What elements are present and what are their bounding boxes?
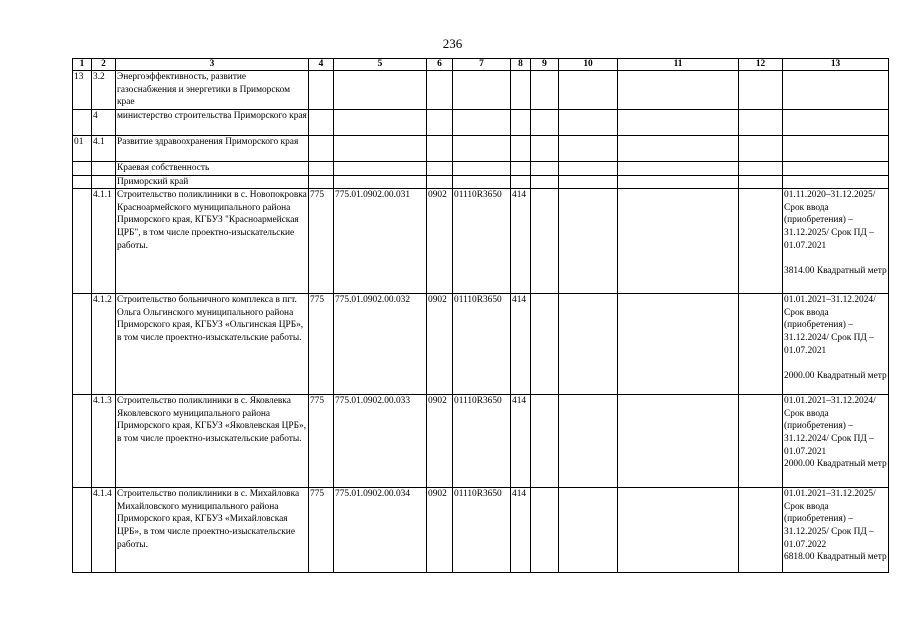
cell-empty (531, 162, 559, 176)
cell-grbs: 775 (309, 189, 334, 294)
cell-grbs (309, 71, 334, 110)
cell-empty (618, 189, 739, 294)
table-row (73, 395, 889, 488)
cell-object-code (334, 175, 427, 189)
cell-section (427, 175, 453, 189)
cell-period (783, 136, 889, 162)
cell-name: Строительство больничного комплекса в пгт. Ольга Ольгинского муниципального района Приморского края, КГБУЗ «Ольгинская ЦРБ», в том числе проектно-изыскательские работы. (116, 294, 309, 395)
cell-name: Строительство поликлиники в с. Михайловка Михайловского муниципального района Приморского края, КГБУЗ «Михайловская ЦРБ», в том числе проектно-изыскательские работы. (116, 488, 309, 573)
cell-expense-type (511, 162, 531, 176)
cell-empty (531, 488, 559, 573)
cell-name: министерство строительства Приморского края (116, 110, 309, 136)
table-row (73, 488, 889, 573)
cell-empty (739, 395, 783, 488)
cell-name: Развитие здравоохранения Приморского края (116, 136, 309, 162)
cell-empty (618, 488, 739, 573)
cell-object-code (334, 136, 427, 162)
cell-empty (618, 136, 739, 162)
cell-object-code (334, 162, 427, 176)
cell-period (783, 175, 889, 189)
cell-section (427, 110, 453, 136)
cell-empty (559, 110, 618, 136)
cell-target-article: 01110R3650 (453, 189, 511, 294)
cell-empty (531, 136, 559, 162)
cell-expense-type (511, 110, 531, 136)
cell-empty (559, 488, 618, 573)
cell-empty (618, 110, 739, 136)
cell-empty (739, 189, 783, 294)
table-row (73, 189, 889, 294)
cell-empty (618, 71, 739, 110)
cell-grbs: 775 (309, 395, 334, 488)
cell-expense-type (511, 71, 531, 110)
cell-expense-type: 414 (511, 294, 531, 395)
cell-period (783, 110, 889, 136)
cell-empty (559, 294, 618, 395)
cell-number: 4.1.1 (92, 189, 116, 294)
cell-empty (739, 136, 783, 162)
cell-section: 0902 (427, 488, 453, 573)
column-header: 5 (334, 59, 427, 71)
cell-target-article: 01110R3650 (453, 488, 511, 573)
cell-number (92, 175, 116, 189)
cell-object-code: 775.01.0902.00.031 (334, 189, 427, 294)
cell-name: Строительство поликлиники в с. Яковлевка Яковлевского муниципального района Приморского края, КГБУЗ «Яковлевская ЦРБ», в том числе проектно-изыскательские работы. (116, 395, 309, 488)
cell-section (427, 162, 453, 176)
column-header: 13 (783, 59, 889, 71)
cell-grbs: 775 (309, 294, 334, 395)
cell-code (73, 294, 92, 395)
column-header: 4 (309, 59, 334, 71)
cell-name: Краевая собственность (116, 162, 309, 176)
table-row (73, 71, 889, 110)
page-number: 236 (442, 36, 463, 51)
cell-grbs: 775 (309, 488, 334, 573)
cell-section: 0902 (427, 395, 453, 488)
cell-empty (531, 189, 559, 294)
column-header: 2 (92, 59, 116, 71)
cell-code: 01 (73, 136, 92, 162)
column-header: 8 (511, 59, 531, 71)
cell-object-code: 775.01.0902.00.032 (334, 294, 427, 395)
column-header: 6 (427, 59, 453, 71)
cell-empty (559, 162, 618, 176)
cell-code (73, 110, 92, 136)
column-header: 12 (739, 59, 783, 71)
cell-number: 4.1.4 (92, 488, 116, 573)
column-header: 3 (116, 59, 309, 71)
cell-expense-type (511, 175, 531, 189)
cell-target-article: 01110R3650 (453, 395, 511, 488)
cell-empty (531, 110, 559, 136)
cell-empty (618, 175, 739, 189)
cell-object-code: 775.01.0902.00.034 (334, 488, 427, 573)
cell-section (427, 71, 453, 110)
cell-empty (618, 162, 739, 176)
cell-section: 0902 (427, 294, 453, 395)
table-row (73, 110, 889, 136)
cell-target-article (453, 162, 511, 176)
cell-code: 13 (73, 71, 92, 110)
table-row (73, 175, 889, 189)
cell-empty (559, 175, 618, 189)
cell-empty (531, 175, 559, 189)
cell-empty (531, 395, 559, 488)
cell-period (783, 162, 889, 176)
cell-period: 01.11.2020–31.12.2025/ Срок ввода (приобретения) – 31.12.2025/ Срок ПД – 01.07.2021 3814.00 Квадратный метр (783, 189, 889, 294)
cell-period: 01.01.2021–31.12.2025/ Срок ввода (приобретения) – 31.12.2025/ Срок ПД – 01.07.2022 6818.00 Квадратный метр (783, 488, 889, 573)
cell-empty (739, 175, 783, 189)
cell-grbs (309, 162, 334, 176)
cell-number (92, 162, 116, 176)
cell-target-article (453, 136, 511, 162)
cell-code (73, 175, 92, 189)
cell-code (73, 395, 92, 488)
cell-empty (531, 294, 559, 395)
cell-empty (559, 189, 618, 294)
cell-period: 01.01.2021–31.12.2024/ Срок ввода (приобретения) – 31.12.2024/ Срок ПД – 01.07.2021 2000.00 Квадратный метр (783, 294, 889, 395)
column-header: 10 (559, 59, 618, 71)
cell-empty (739, 110, 783, 136)
cell-name: Энергоэффективность, развитие газоснабжения и энергетики в Приморском крае (116, 71, 309, 110)
cell-number: 3.2 (92, 71, 116, 110)
cell-empty (559, 136, 618, 162)
header-row (73, 59, 889, 71)
cell-name: Приморский край (116, 175, 309, 189)
cell-expense-type (511, 136, 531, 162)
column-header: 9 (531, 59, 559, 71)
cell-object-code: 775.01.0902.00.033 (334, 395, 427, 488)
cell-code (73, 162, 92, 176)
cell-empty (739, 294, 783, 395)
cell-target-article: 01110R3650 (453, 294, 511, 395)
cell-object-code (334, 71, 427, 110)
cell-empty (739, 488, 783, 573)
column-header: 7 (453, 59, 511, 71)
table-row (73, 294, 889, 395)
cell-name: Строительство поликлиники в с. Новопокровка Красноармейского муниципального района Приморского края, КГБУЗ "Красноармейская ЦРБ", в том числе проектно-изыскательские работы. (116, 189, 309, 294)
cell-number: 4.1.2 (92, 294, 116, 395)
cell-period (783, 71, 889, 110)
cell-number: 4 (92, 110, 116, 136)
cell-empty (531, 71, 559, 110)
cell-empty (739, 162, 783, 176)
cell-code (73, 189, 92, 294)
table-row (73, 136, 889, 162)
cell-grbs (309, 110, 334, 136)
cell-empty (559, 71, 618, 110)
cell-section (427, 136, 453, 162)
cell-empty (739, 71, 783, 110)
cell-expense-type: 414 (511, 189, 531, 294)
cell-target-article (453, 110, 511, 136)
cell-expense-type: 414 (511, 488, 531, 573)
column-header: 1 (73, 59, 92, 71)
cell-empty (618, 395, 739, 488)
cell-period: 01.01.2021–31.12.2024/ Срок ввода (приобретения) – 31.12.2024/ Срок ПД – 01.07.2021 2000.00 Квадратный метр (783, 395, 889, 488)
cell-object-code (334, 110, 427, 136)
budget-table (72, 58, 889, 573)
cell-section: 0902 (427, 189, 453, 294)
table-row (73, 162, 889, 176)
cell-empty (559, 395, 618, 488)
cell-expense-type: 414 (511, 395, 531, 488)
cell-target-article (453, 71, 511, 110)
cell-number: 4.1 (92, 136, 116, 162)
cell-empty (618, 294, 739, 395)
cell-grbs (309, 136, 334, 162)
cell-target-article (453, 175, 511, 189)
cell-code (73, 488, 92, 573)
column-header: 11 (618, 59, 739, 71)
cell-grbs (309, 175, 334, 189)
cell-number: 4.1.3 (92, 395, 116, 488)
